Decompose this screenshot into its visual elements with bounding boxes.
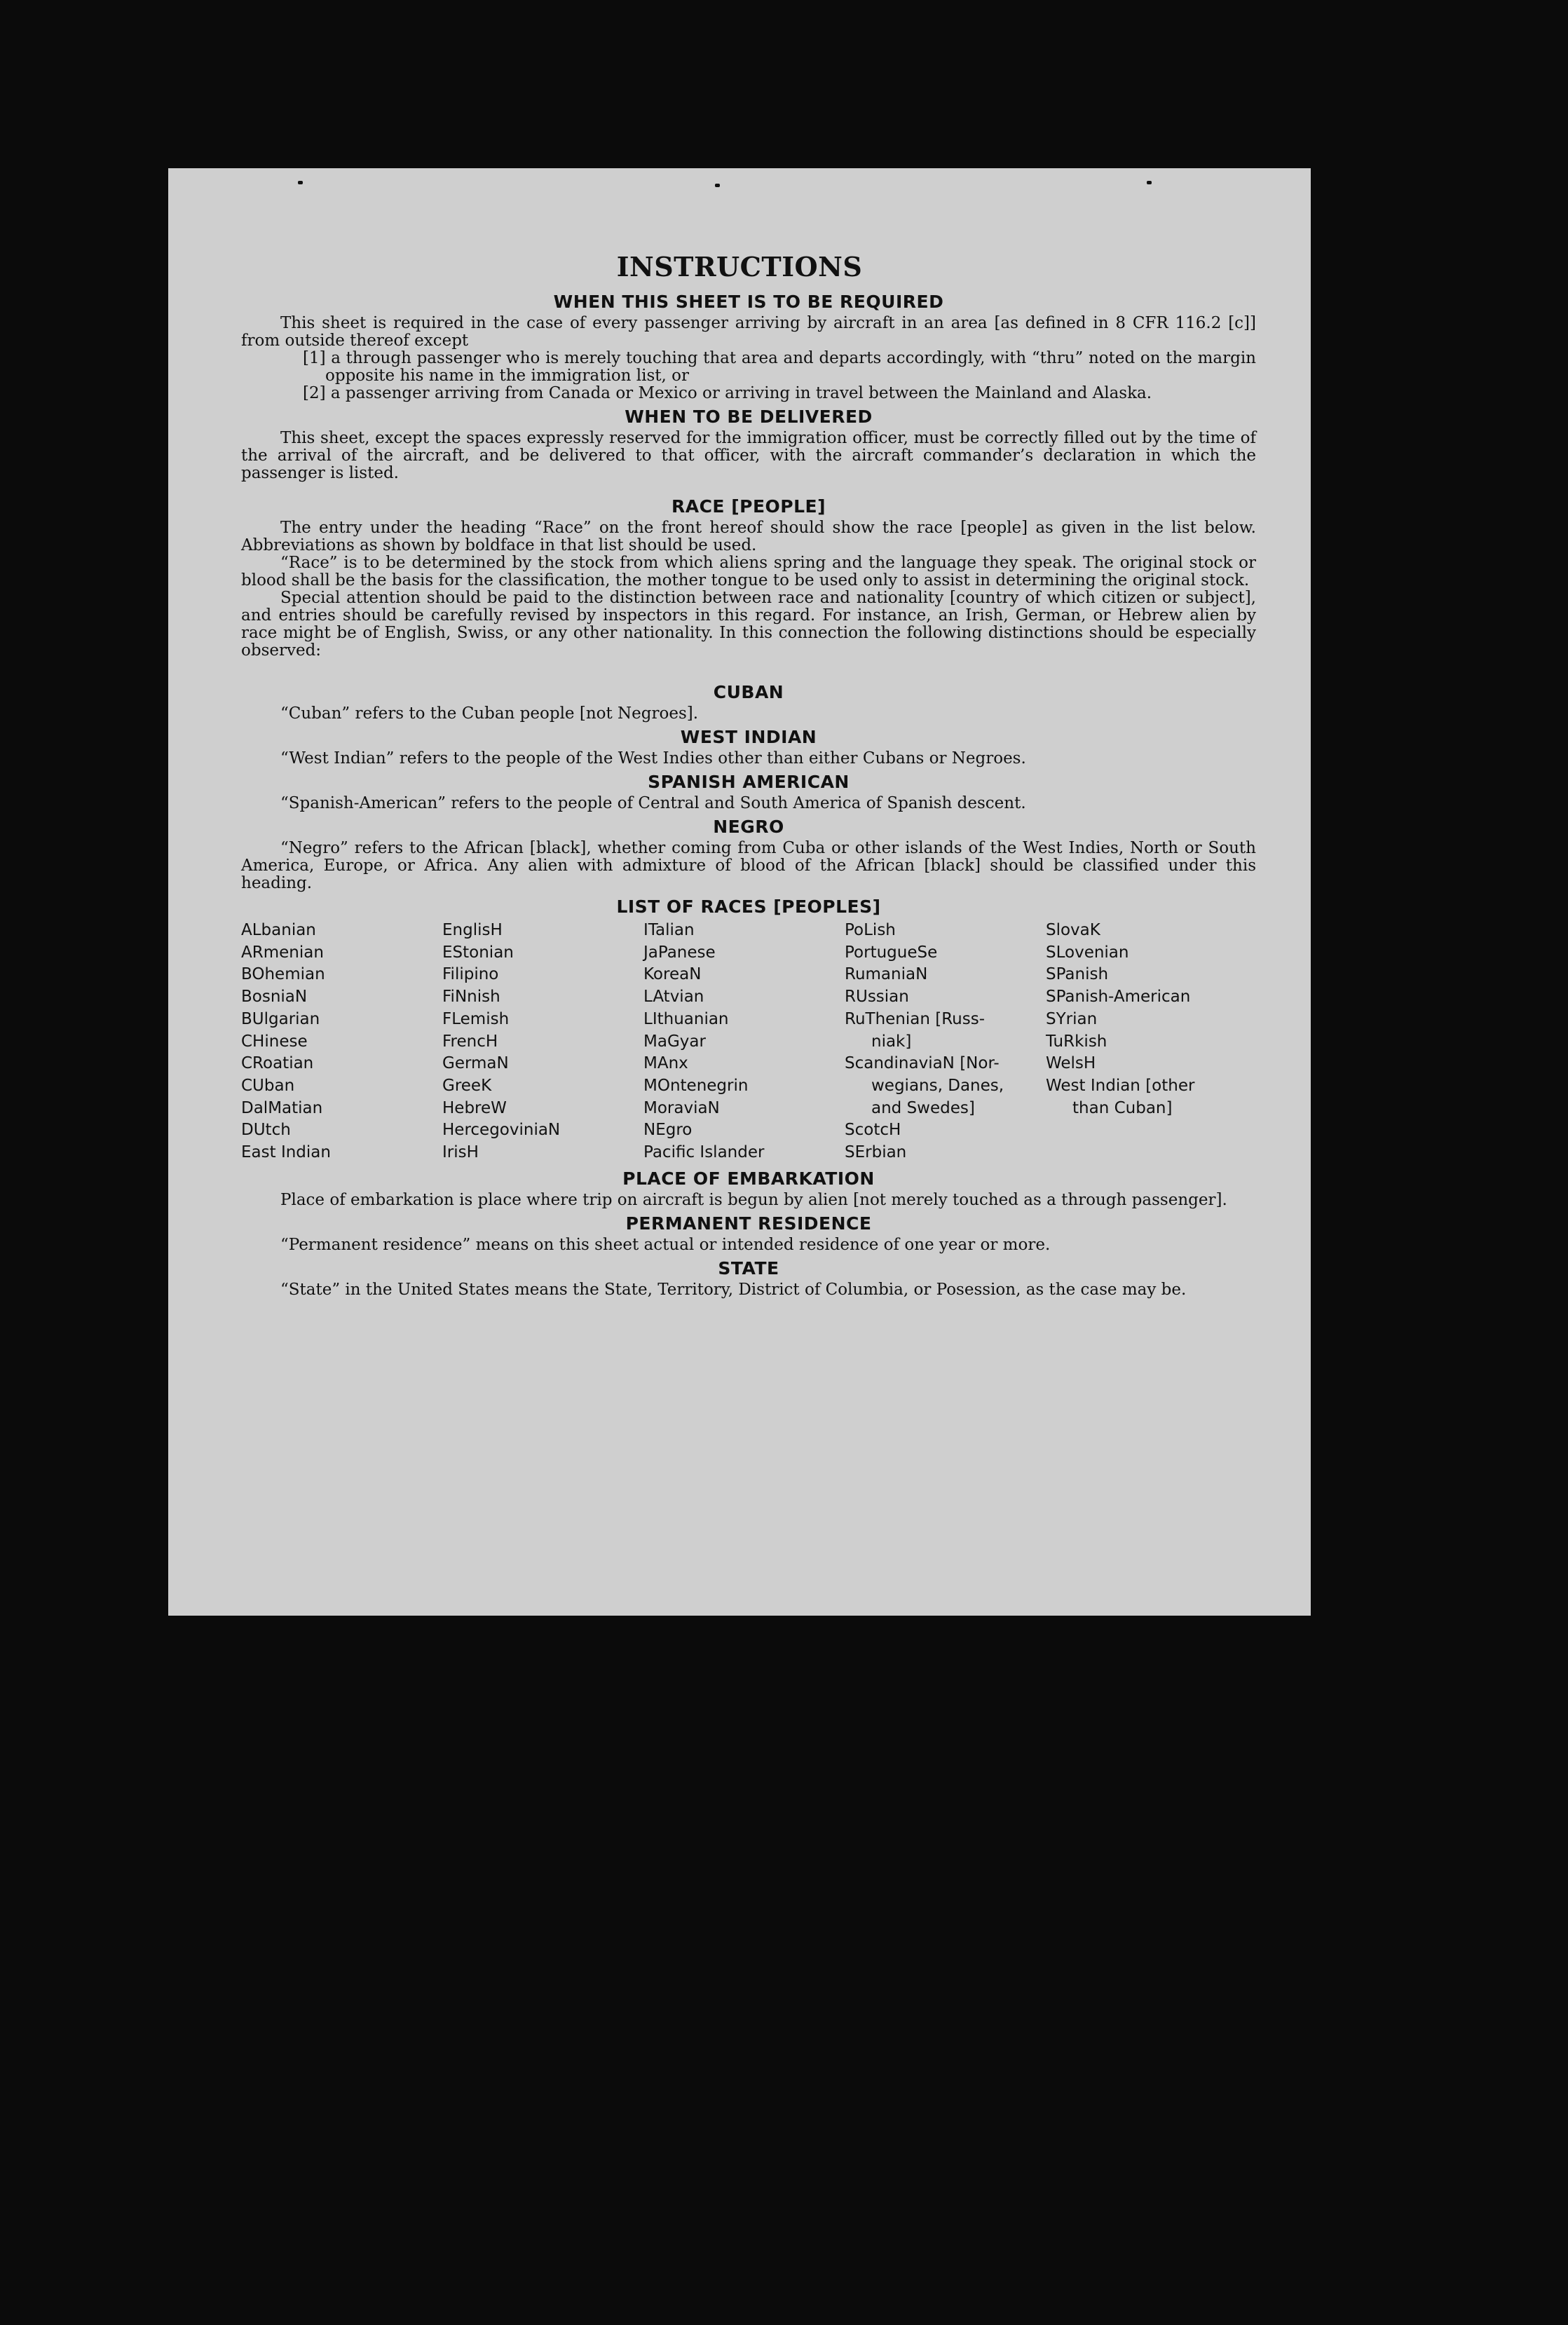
spanish-american-text: “Spanish-American” refers to the people of Central and South America of Spanish descent. xyxy=(280,794,1026,812)
race-entry: FLemish xyxy=(442,1009,510,1028)
race-entry: ARmenian xyxy=(241,943,324,962)
race-entry: BosniaN xyxy=(241,988,308,1007)
races-column-1 xyxy=(241,920,442,1164)
race-entry-continued: and Swedes] xyxy=(871,1098,975,1117)
race-entry: DUtch xyxy=(241,1121,291,1140)
race-entry-continued: wegians, Danes, xyxy=(871,1076,1004,1095)
race-entry: ScotcH xyxy=(845,1121,901,1140)
heading-delivered: WHEN TO BE DELIVERED xyxy=(625,407,873,427)
race-paragraph-3: Special attention should be paid to the distinction between race and nationality [country of which citizen or subject], and entries should be carefully revised by inspectors in this regard. For instance, an Irish, German, or Hebrew alien by race might be of English, Swiss, or any other nationality. In this connection the following distinctions should be especially observed: xyxy=(241,589,1256,660)
race-entry: EnglisH xyxy=(442,921,503,939)
document-body xyxy=(241,287,1256,1299)
races-list xyxy=(241,920,1256,1164)
race-entry: CUban xyxy=(241,1076,295,1095)
heading-residence: PERMANENT RESIDENCE xyxy=(625,1213,872,1234)
races-column-5 xyxy=(1046,920,1247,1164)
race-entry: MOntenegrin xyxy=(643,1076,749,1095)
race-entry: SPanish-American xyxy=(1046,988,1191,1007)
heading-embarkation: PLACE OF EMBARKATION xyxy=(622,1168,875,1189)
race-entry: IrisH xyxy=(442,1143,479,1162)
race-entry: RUssian xyxy=(845,988,909,1007)
races-column-4 xyxy=(845,920,1046,1164)
race-entry: KoreaN xyxy=(643,965,702,984)
race-entry: SLovenian xyxy=(1046,943,1129,962)
document-sheet xyxy=(168,168,1311,1616)
race-entry: SPanish xyxy=(1046,965,1109,984)
race-entry: FiNnish xyxy=(442,988,500,1007)
race-entry: EStonian xyxy=(442,943,514,962)
races-column-2 xyxy=(442,920,643,1164)
required-item-2: [2] a passenger arriving from Canada or Mexico or arriving in travel between the Mainland and Alaska. xyxy=(303,384,1152,402)
race-paragraph-2: “Race” is to be determined by the stock from which aliens spring and the language they speak. The original stock or blood shall be the basis for the classification, the mother tongue to be used only to assist in determining the original stock. xyxy=(241,554,1256,589)
heading-negro: NEGRO xyxy=(713,817,784,837)
heading-race: RACE [PEOPLE] xyxy=(671,496,826,517)
race-entry: RuThenian [Russ- xyxy=(845,1009,986,1028)
heading-list-of-races: LIST OF RACES [PEOPLES] xyxy=(616,896,881,917)
race-entry: Pacific Islander xyxy=(643,1143,765,1162)
required-intro: This sheet is required in the case of every passenger arriving by aircraft in an area [as defined in 8 CFR 116.2 [c]] from outside thereof except xyxy=(241,314,1256,350)
race-entry: SlovaK xyxy=(1046,921,1100,939)
race-entry: PoLish xyxy=(845,921,896,939)
race-entry: Filipino xyxy=(442,965,499,984)
races-column-3 xyxy=(643,920,845,1164)
race-entry: JaPanese xyxy=(643,943,716,962)
race-entry: LAtvian xyxy=(643,988,704,1007)
race-entry: HebreW xyxy=(442,1098,507,1117)
punch-mark xyxy=(715,184,720,187)
race-entry: West Indian [other xyxy=(1046,1076,1195,1095)
west-indian-text: “West Indian” refers to the people of the West Indies other than either Cubans or Negroes. xyxy=(280,749,1026,768)
race-entry: DalMatian xyxy=(241,1098,323,1117)
punch-mark xyxy=(298,181,303,184)
race-entry: MaGyar xyxy=(643,1032,706,1051)
negro-text: “Negro” refers to the African [black], whether coming from Cuba or other islands of the West Indies, North or South America, Europe, or Africa. Any alien with admixture of blood of the African [black] should be classified under this heading. xyxy=(241,839,1256,892)
race-entry: CHinese xyxy=(241,1032,308,1051)
race-entry: HercegoviniaN xyxy=(442,1121,561,1140)
heading-cuban: CUBAN xyxy=(713,682,784,702)
race-entry: MAnx xyxy=(643,1054,688,1073)
race-entry: BUlgarian xyxy=(241,1009,320,1028)
residence-text: “Permanent residence” means on this sheet actual or intended residence of one year or more. xyxy=(280,1235,1051,1254)
race-entry: ALbanian xyxy=(241,921,316,939)
race-entry: GermaN xyxy=(442,1054,509,1073)
race-entry: ScandinaviaN [Nor- xyxy=(845,1054,1000,1073)
race-entry: PortugueSe xyxy=(845,943,938,962)
race-entry: SYrian xyxy=(1046,1009,1098,1028)
race-entry: East Indian xyxy=(241,1143,331,1162)
race-entry: WelsH xyxy=(1046,1054,1096,1073)
required-item-1: [1] a through passenger who is merely touching that area and departs accordingly, with “thru” noted on the margin opposite his name in the immigration list, or xyxy=(303,349,1256,385)
page-title: INSTRUCTIONS xyxy=(616,251,863,282)
embarkation-text: Place of embarkation is place where trip on aircraft is begun by alien [not merely touched as a through passenger]. xyxy=(280,1190,1227,1209)
heading-required: WHEN THIS SHEET IS TO BE REQUIRED xyxy=(553,292,944,312)
race-entry: CRoatian xyxy=(241,1054,314,1073)
race-entry: NEgro xyxy=(643,1121,693,1140)
race-entry: GreeK xyxy=(442,1076,492,1095)
punch-mark xyxy=(1147,181,1152,184)
race-entry: TuRkish xyxy=(1046,1032,1107,1051)
heading-west-indian: WEST INDIAN xyxy=(680,727,817,747)
race-paragraph-1: The entry under the heading “Race” on the front hereof should show the race [people] as given in the list below. Abbreviations as shown by boldface in that list should be used. xyxy=(241,519,1256,554)
race-entry: FrencH xyxy=(442,1032,498,1051)
heading-spanish-american: SPANISH AMERICAN xyxy=(648,772,850,792)
race-entry: LIthuanian xyxy=(643,1009,729,1028)
race-entry: MoraviaN xyxy=(643,1098,720,1117)
race-entry: BOhemian xyxy=(241,965,325,984)
state-text: “State” in the United States means the State, Territory, District of Columbia, or Posession, as the case may be. xyxy=(280,1280,1187,1299)
cuban-text: “Cuban” refers to the Cuban people [not Negroes]. xyxy=(280,704,699,723)
race-entry: SErbian xyxy=(845,1143,907,1162)
heading-state: STATE xyxy=(718,1257,779,1279)
race-entry: ITalian xyxy=(643,921,695,939)
race-entry: RumaniaN xyxy=(845,965,928,984)
race-entry-continued: than Cuban] xyxy=(1072,1098,1173,1117)
delivered-text: This sheet, except the spaces expressly reserved for the immigration officer, must be correctly filled out by the time of the arrival of the aircraft, and be delivered to that officer, with the aircraft commander’s declaration in which the passenger is listed. xyxy=(241,429,1256,482)
race-entry-continued: niak] xyxy=(871,1032,912,1051)
